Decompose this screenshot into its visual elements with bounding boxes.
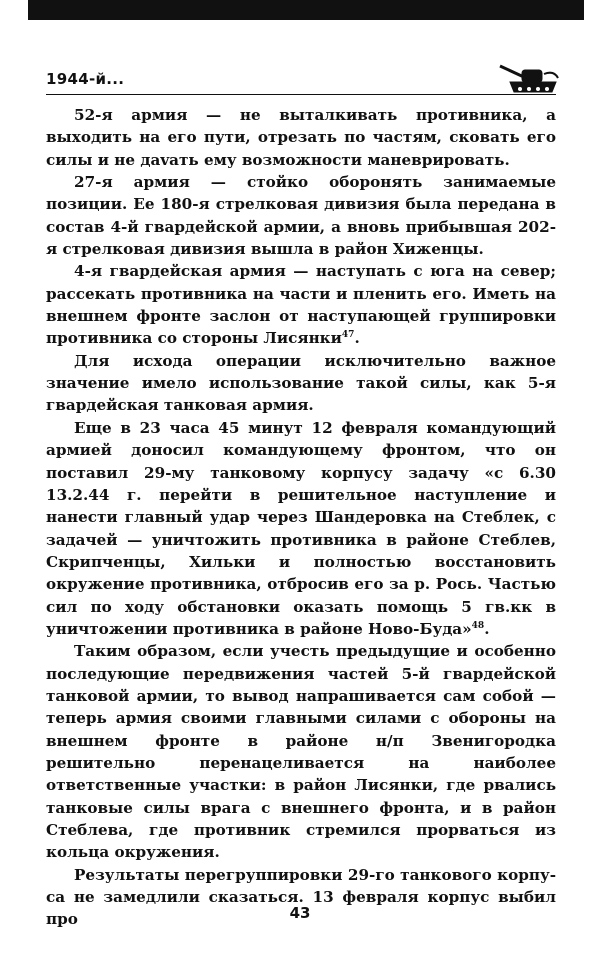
paragraph: 4-я гвардейская армия — наступать с юга на север; рассекать противника на части и пленить его. Иметь на внешнем фронте заслон от наступающей группировки противника со стороны Лисянки$^{47}$. bbox=[46, 262, 556, 348]
paragraph-text: 4-я гвардейская армия — наступать с юга на север; рассекать противника на части и пленить его. Иметь на внешнем фронте заслон от наступающей группировки противника со стороны Лисянки bbox=[46, 262, 556, 348]
paragraph-text: Для исхода операции исключительно важное значение имело использование такой силы, как 5-я гвардейская танковая армия. bbox=[46, 351, 556, 415]
top-border-bar bbox=[28, 0, 584, 20]
footnote-ref: 48 bbox=[471, 620, 485, 631]
paragraph-text: 52-я армия — не выталкивать противника, а выходить на его пути, отрезать по частям, сковать его силы и не даvать ему возможности маневрировать. bbox=[46, 106, 556, 169]
paragraph-text: Еще в 23 часа 45 минут 12 февраля командующий армией доносил командующему фронтом, что он поставил 29-му танковому корпусу задачу «с 6.30 13.2.44 г. перейти в решительное наступление и нанести главный удар через Шандеровка на Стеблек, с задачей — уничтожить противника в районе Стеблев, Скрипченцы, Хильки и полностью восстановить окружение противника, отбросив его за р. Рось. Частью сил по ходу обстановки оказать помощь 5 гв.кк в уничтожении противника в районе Ново-Буда» bbox=[46, 418, 556, 638]
header-rule bbox=[46, 94, 556, 95]
paragraph bbox=[46, 171, 556, 260]
running-head: 1944-й... bbox=[46, 70, 125, 88]
paragraph-text: Таким образом, если учесть предыдущие и особенно последующие передвижения частей 5-й гвардейской танковой армии, то вывод напрашивается сам собой — теперь армия своими главными силами с обороны на внешнем фронте в районе н/п Звенигородка решительно перенацеливается на наиболее ответственные участки: в район Лисянки, где рвались танковые силы врага с внешнего фронта, и в район Стеблева, где противник стремился прорваться из кольца окружения. bbox=[46, 642, 556, 862]
paragraph bbox=[46, 350, 556, 417]
article-body bbox=[46, 104, 556, 931]
paragraph bbox=[46, 104, 556, 171]
tank-icon bbox=[496, 56, 562, 96]
paragraph: Еще в 23 часа 45 минут 12 февраля командующий армией доносил командующему фронтом, что он поставил 29-му танковому корпусу задачу «с 6.30 13.2.44 г. перейти в решительное наступление и нанести главный удар через Шандеровка на Стеблек, с задачей — уничтожить противника в районе Стеблев, Скрипченцы, Хильки и полностью восстановить окружение противника, отбросив его за р. Рось. Частью сил по ходу обстановки оказать помощь 5 гв.кк в уничтожении противника в районе Ново-Буда»$^{48}$. bbox=[46, 418, 556, 638]
footnote-ref: 47 bbox=[341, 330, 355, 341]
paragraph-text: Результаты перегруппировки 29-го танкового корпуса не замедлили сказаться. 13 февраля корпус выбил про bbox=[46, 865, 556, 929]
paragraph bbox=[46, 640, 556, 863]
paragraph-text: 27-я армия — стойко оборонять занимаемые позиции. Ее 180-я стрелковая дивизия была передана в состав 4-й гвардейской армии, а вновь прибывшая 202-я стрелковая дивизия вышла в район Хиженцы. bbox=[46, 173, 556, 259]
page-number: 43 bbox=[289, 904, 311, 922]
